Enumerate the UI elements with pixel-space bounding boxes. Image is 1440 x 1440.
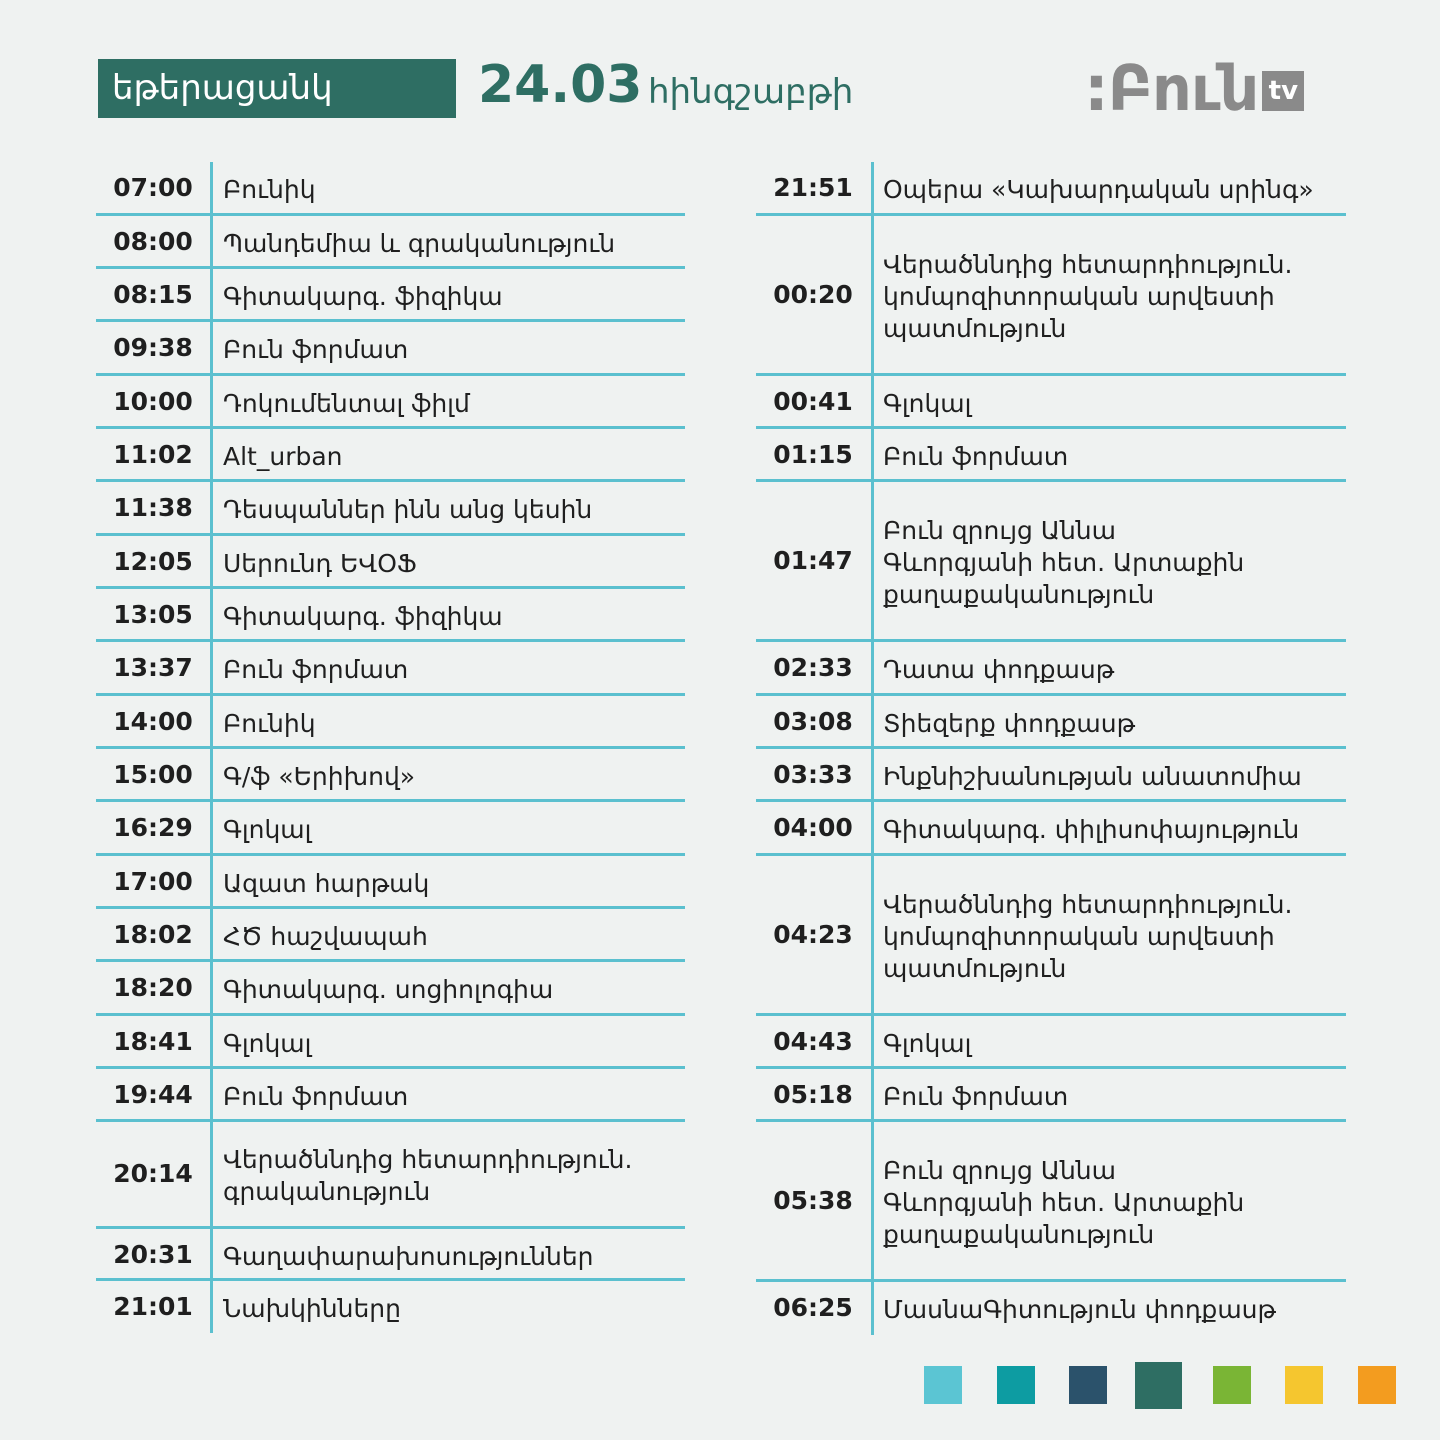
schedule-time: 10:00 <box>113 387 193 416</box>
logo-text: :Բուն <box>1084 52 1259 125</box>
schedule-title-line: Վերածննդից հետարդիություն. <box>883 890 1293 919</box>
schedule-title <box>883 441 1342 473</box>
schedule-title-line: Բուն ֆորմատ <box>883 442 1069 471</box>
schedule-time: 17:00 <box>113 867 193 896</box>
schedule-title-line: քաղաքականություն <box>883 1220 1155 1249</box>
schedule-row <box>96 1122 685 1229</box>
schedule-title-line: ՄասնաԳիտություն փոդքասթ <box>883 1295 1276 1324</box>
schedule-row <box>96 1229 685 1281</box>
schedule-title <box>883 889 1342 985</box>
logo <box>1084 52 1304 125</box>
schedule-row <box>96 909 685 962</box>
schedule-title-line: Գևորգյանի հետ. Արտաքին <box>883 1188 1245 1217</box>
schedule-title-line: Alt_urban <box>223 442 343 471</box>
schedule-time: 21:51 <box>773 173 853 202</box>
schedule-title <box>223 281 681 313</box>
schedule-title <box>223 441 681 473</box>
schedule-time: 01:15 <box>773 440 853 469</box>
schedule-title <box>223 548 681 580</box>
palette-swatch <box>997 1366 1035 1404</box>
schedule-time: 02:33 <box>773 653 853 682</box>
schedule-title <box>883 1155 1342 1251</box>
schedule-time: 13:05 <box>113 600 193 629</box>
schedule-title <box>883 1294 1342 1326</box>
schedule-row <box>96 269 685 322</box>
schedule-time: 09:38 <box>113 333 193 362</box>
schedule-title <box>223 228 681 260</box>
schedule-title-line: քաղաքականություն <box>883 580 1155 609</box>
schedule-row <box>756 216 1346 376</box>
schedule-time: 04:23 <box>773 920 853 949</box>
schedule-title-line: Գիտակարգ. ֆիզիկա <box>223 282 503 311</box>
schedule-time: 12:05 <box>113 547 193 576</box>
schedule-row <box>756 802 1346 856</box>
schedule-row <box>756 376 1346 429</box>
schedule-title-line: Գ/ֆ «Երիխով» <box>223 762 416 791</box>
schedule-title <box>223 974 681 1006</box>
schedule-title <box>883 515 1342 611</box>
schedule-title-line: Դատա փոդքասթ <box>883 655 1115 684</box>
schedule-title-line: Օպերա «Կախարդական սրինգ» <box>883 175 1314 204</box>
schedule-row <box>96 962 685 1016</box>
schedule-title-line: Գաղափարախոսություններ <box>223 1242 594 1271</box>
header-date: 24.03 <box>478 55 643 115</box>
schedule-time: 06:25 <box>773 1293 853 1322</box>
schedule-title-line: Տիեզերք փոդքասթ <box>883 709 1136 738</box>
schedule-title-line: Գիտակարգ. սոցիոլոգիա <box>223 975 554 1004</box>
schedule-title <box>223 334 681 366</box>
schedule-title <box>223 921 681 953</box>
schedule-row <box>756 856 1346 1016</box>
schedule-row <box>96 856 685 909</box>
schedule-time: 08:15 <box>113 280 193 309</box>
schedule-time: 18:41 <box>113 1027 193 1056</box>
schedule-title-line: Բունիկ <box>223 709 316 738</box>
schedule-row <box>96 216 685 269</box>
schedule-time: 05:38 <box>773 1186 853 1215</box>
schedule-title-line: Գլոկալ <box>883 389 972 418</box>
schedule-title <box>223 388 681 420</box>
schedule-title-line: Սերունդ ԵՎՕՖ <box>223 549 417 578</box>
schedule-row <box>96 1281 685 1333</box>
schedule-title-line: Ինքնիշխանության անատոմիա <box>883 762 1302 791</box>
schedule-title <box>223 814 681 846</box>
schedule-time: 01:47 <box>773 546 853 575</box>
schedule-time: 07:00 <box>113 173 193 202</box>
schedule-row <box>96 1069 685 1122</box>
schedule-row <box>96 536 685 589</box>
schedule-time: 20:31 <box>113 1240 193 1269</box>
schedule-title <box>883 814 1342 846</box>
schedule-time: 08:00 <box>113 227 193 256</box>
schedule-row <box>96 162 685 216</box>
schedule-title <box>223 708 681 740</box>
schedule-row <box>96 429 685 482</box>
schedule-title <box>883 249 1342 345</box>
schedule-title <box>883 388 1342 420</box>
schedule-time: 15:00 <box>113 760 193 789</box>
schedule-title-line: Բուն զրույց Աննա <box>883 1156 1116 1185</box>
palette-swatch <box>1358 1366 1396 1404</box>
schedule-time: 03:33 <box>773 760 853 789</box>
schedule-time: 11:38 <box>113 493 193 522</box>
schedule-row <box>756 642 1346 696</box>
schedule-time: 16:29 <box>113 813 193 842</box>
schedule-title <box>223 654 681 686</box>
schedule-title-line: Գևորգյանի հետ. Արտաքին <box>883 548 1245 577</box>
schedule-row <box>756 1122 1346 1282</box>
schedule-title-line: Վերածննդից հետարդիություն. <box>883 250 1293 279</box>
schedule-title-line: պատմություն <box>883 954 1067 983</box>
schedule-row <box>96 322 685 376</box>
schedule-title <box>223 1293 681 1325</box>
schedule-row <box>756 162 1346 216</box>
schedule-time: 00:41 <box>773 387 853 416</box>
schedule-row <box>756 1282 1346 1335</box>
palette-swatch <box>1135 1362 1182 1409</box>
schedule-title-line: Բունիկ <box>223 175 316 204</box>
schedule-title-line: Գլոկալ <box>223 1029 312 1058</box>
schedule-title-line: Գիտակարգ. փիլիսոփայություն <box>883 815 1300 844</box>
schedule-title-line: ՀԾ հաշվապահ <box>223 922 428 951</box>
schedule-time: 11:02 <box>113 440 193 469</box>
schedule-title <box>883 1081 1342 1113</box>
schedule-title-line: պատմություն <box>883 314 1067 343</box>
schedule-title-line: Վերածննդից հետարդիություն. <box>223 1145 633 1174</box>
schedule-title <box>223 174 681 206</box>
schedule-row <box>756 482 1346 642</box>
schedule-title <box>883 1028 1342 1060</box>
header-badge: եթերացանկ <box>98 59 456 118</box>
schedule-row <box>96 589 685 642</box>
schedule-title-line: կոմպոզիտորական արվեստի <box>883 922 1275 951</box>
schedule-title-line: Բուն ֆորմատ <box>223 1082 409 1111</box>
schedule-title-line: կոմպոզիտորական արվեստի <box>883 282 1275 311</box>
schedule-title <box>223 1028 681 1060</box>
schedule-time: 18:20 <box>113 973 193 1002</box>
schedule-time: 00:20 <box>773 280 853 309</box>
schedule-title-line: Գլոկալ <box>223 815 312 844</box>
schedule-title <box>883 174 1342 206</box>
header-weekday: հինգշաբթի <box>648 72 854 112</box>
schedule-title <box>223 601 681 633</box>
schedule-title-line: Բուն ֆորմատ <box>223 335 409 364</box>
schedule-title <box>223 1144 681 1208</box>
schedule-row <box>96 642 685 696</box>
schedule-time: 19:44 <box>113 1080 193 1109</box>
schedule-row <box>96 1016 685 1069</box>
schedule-row <box>756 696 1346 749</box>
schedule-time: 04:00 <box>773 813 853 842</box>
schedule-title-line: Բուն զրույց Աննա <box>883 516 1116 545</box>
schedule-title <box>223 868 681 900</box>
schedule-row <box>96 749 685 802</box>
schedule-time: 14:00 <box>113 707 193 736</box>
schedule-title-line: Բուն ֆորմատ <box>223 655 409 684</box>
schedule-time: 13:37 <box>113 653 193 682</box>
schedule-title <box>223 494 681 526</box>
schedule-title-line: Դոկումենտալ ֆիլմ <box>223 389 470 418</box>
schedule-row <box>96 802 685 856</box>
palette-swatch <box>1285 1366 1323 1404</box>
schedule-time: 21:01 <box>113 1292 193 1321</box>
schedule-title-line: Դեսպաններ ինն անց կեսին <box>223 495 593 524</box>
schedule-title-line: Գիտակարգ. ֆիզիկա <box>223 602 503 631</box>
schedule-title-line: գրականություն <box>223 1177 431 1206</box>
schedule-row <box>756 749 1346 802</box>
schedule-row <box>756 1016 1346 1069</box>
schedule-title-line: Նախկինները <box>223 1294 401 1323</box>
schedule-title <box>883 708 1342 740</box>
schedule-title <box>883 761 1342 793</box>
logo-tv-badge: tv <box>1262 71 1304 111</box>
schedule-row <box>96 376 685 429</box>
schedule-title <box>223 1081 681 1113</box>
schedule-time: 18:02 <box>113 920 193 949</box>
palette-swatch <box>1069 1366 1107 1404</box>
schedule-row <box>756 1069 1346 1122</box>
schedule-title-line: Ազատ հարթակ <box>223 869 430 898</box>
schedule-title-line: Գլոկալ <box>883 1029 972 1058</box>
schedule-row <box>756 429 1346 482</box>
schedule-title <box>883 654 1342 686</box>
schedule-title <box>223 761 681 793</box>
schedule-title-line: Բուն ֆորմատ <box>883 1082 1069 1111</box>
schedule-title-line: Պանդեմիա և գրականություն <box>223 229 616 258</box>
schedule-row <box>96 696 685 749</box>
palette-swatch <box>1213 1366 1251 1404</box>
schedule-title <box>223 1241 681 1273</box>
schedule-row <box>96 482 685 536</box>
color-palette <box>924 1360 1396 1410</box>
schedule-time: 03:08 <box>773 707 853 736</box>
schedule-time: 20:14 <box>113 1159 193 1188</box>
schedule-time: 04:43 <box>773 1027 853 1056</box>
palette-swatch <box>924 1366 962 1404</box>
schedule-time: 05:18 <box>773 1080 853 1109</box>
